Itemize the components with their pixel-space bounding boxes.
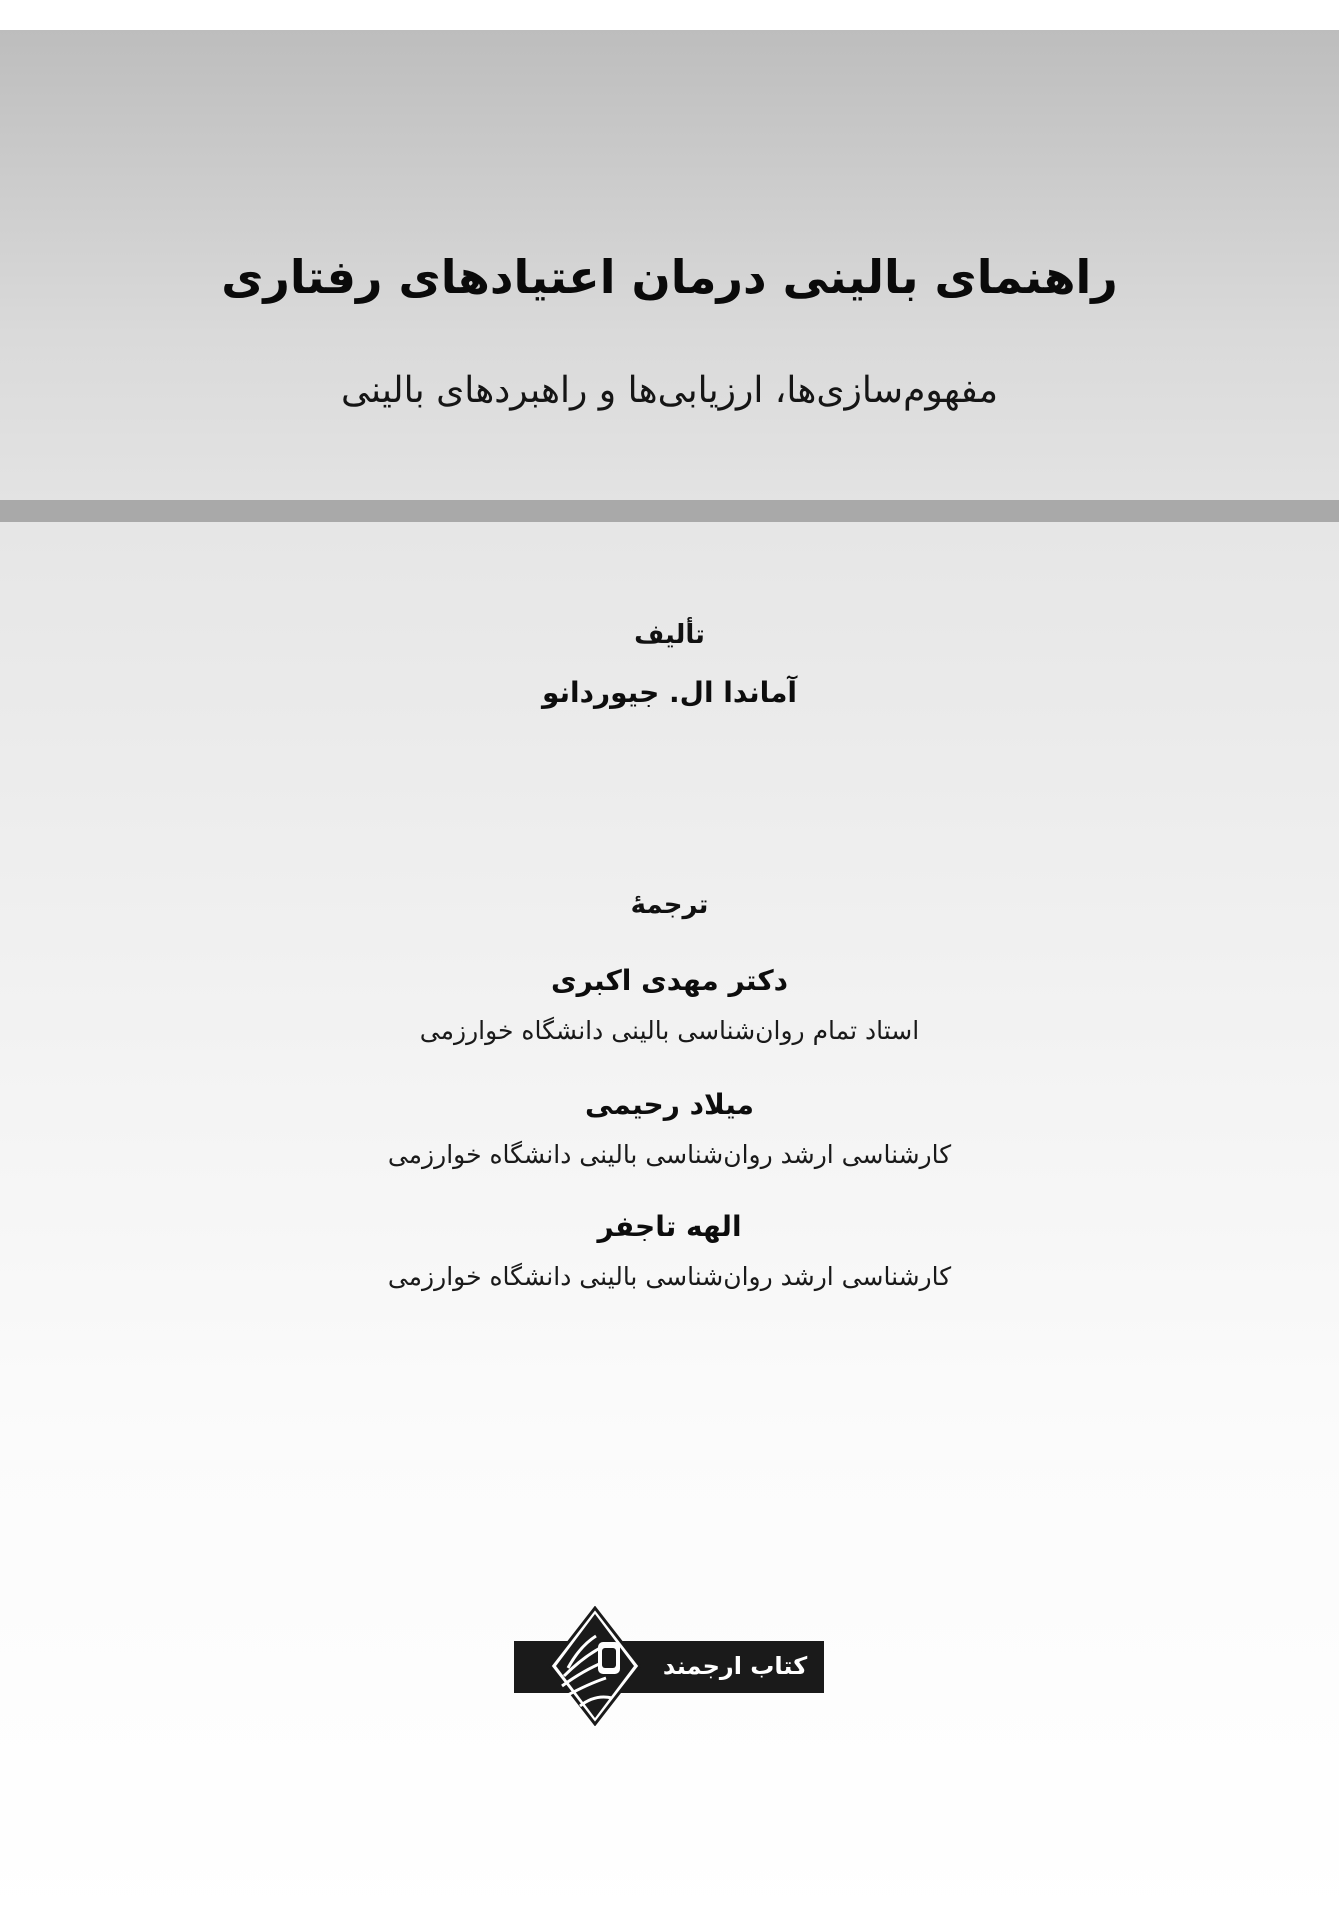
translator-name: دکتر مهدی اکبری	[550, 964, 789, 997]
top-margin	[0, 0, 1339, 30]
author-name: آماندا ال. جیوردانو	[541, 676, 798, 709]
translation-label: ترجمهٔ	[630, 890, 709, 920]
translator-affiliation: کارشناسی ارشد روان‌شناسی بالینی دانشگاه خوارزمی	[387, 1140, 952, 1169]
publisher-name: کتاب ارجمند	[662, 1652, 808, 1680]
book-title: راهنمای بالینی درمان اعتیادهای رفتاری	[221, 250, 1118, 304]
translator-name: الهه تاجفر	[597, 1210, 742, 1243]
translator-affiliation: کارشناسی ارشد روان‌شناسی بالینی دانشگاه خوارزمی	[387, 1262, 952, 1291]
translator-affiliation: استاد تمام روان‌شناسی بالینی دانشگاه خوارزمی	[419, 1016, 920, 1045]
header-divider	[0, 500, 1339, 522]
book-leaf-logo-icon	[540, 1606, 650, 1726]
translator-name: میلاد رحیمی	[585, 1088, 754, 1121]
author-label: تألیف	[634, 620, 705, 650]
publisher-logo	[510, 1606, 830, 1726]
book-subtitle: مفهوم‌سازی‌ها، ارزیابی‌ها و راهبردهای بالینی	[340, 370, 999, 411]
